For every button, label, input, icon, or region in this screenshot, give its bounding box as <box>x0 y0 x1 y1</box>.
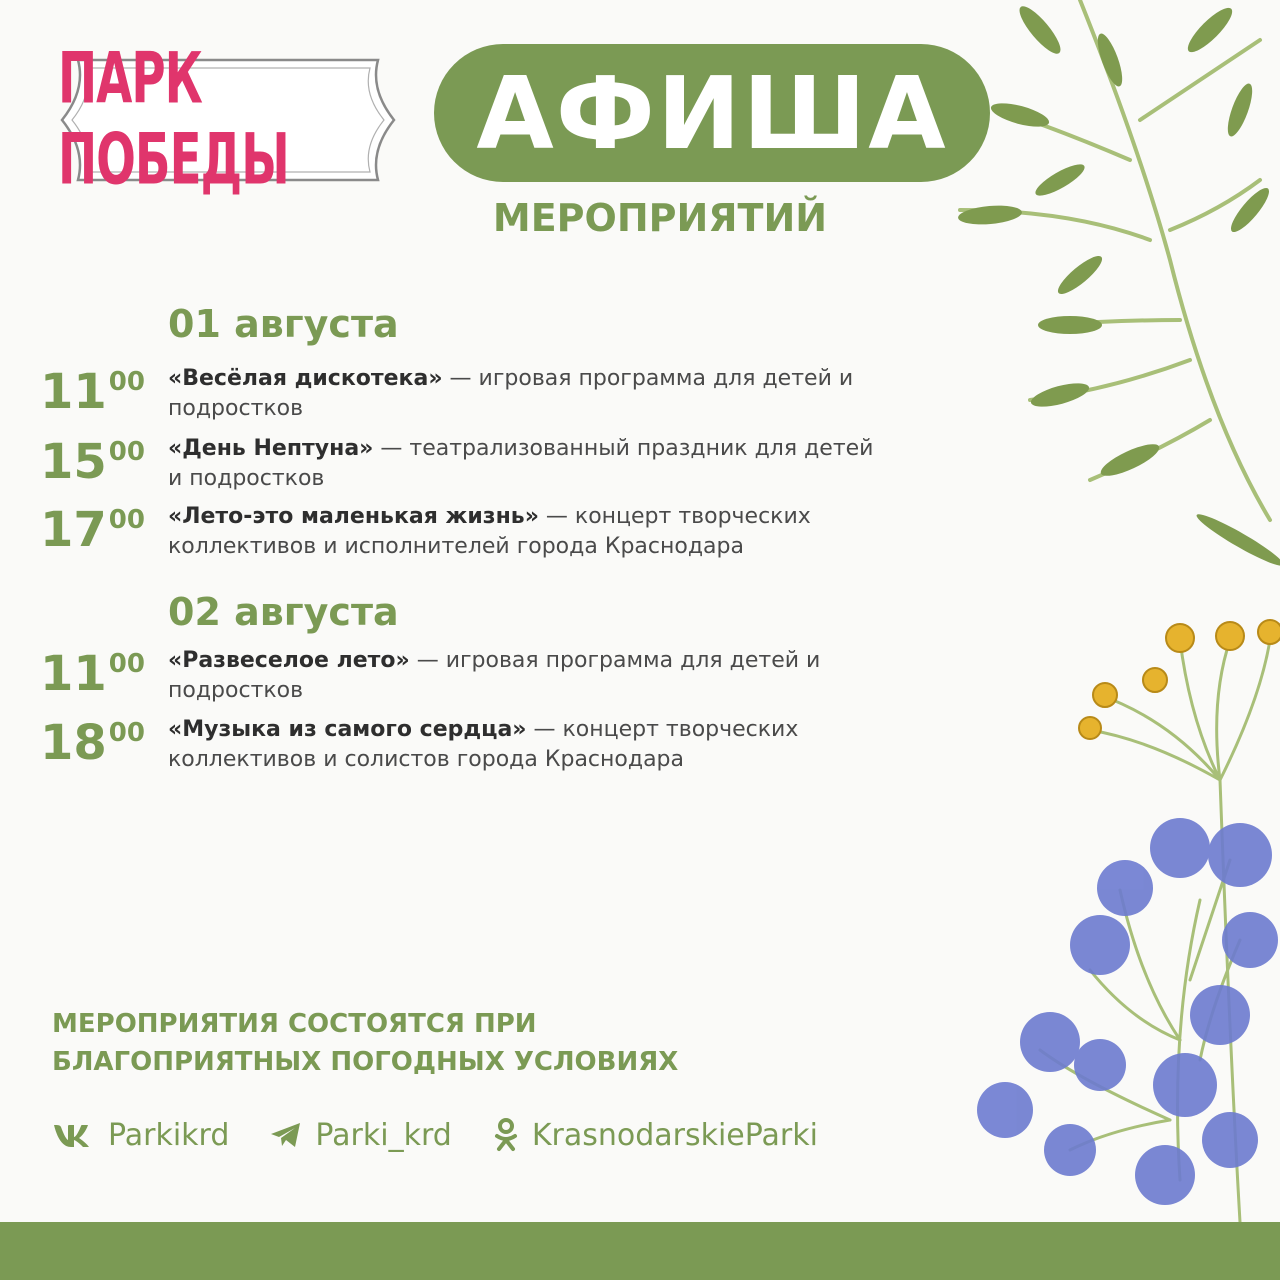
social-link-odnoklassniki[interactable] <box>492 1117 818 1153</box>
event-minute: 00 <box>108 437 145 467</box>
social-handle: Parki_krd <box>315 1117 452 1153</box>
event-text: — концерт творческих коллективов и исполнителей города Краснодара <box>168 504 811 559</box>
event-text: — игровая программа для детей и подростков <box>168 366 854 421</box>
event-time <box>40 715 164 771</box>
event-text: — концерт творческих коллективов и солистов города Краснодара <box>168 717 799 772</box>
event-hour: 17 <box>40 502 107 558</box>
notice-line: МЕРОПРИЯТИЯ СОСТОЯТСЯ ПРИ <box>52 1009 537 1039</box>
park-pobedy-logo <box>58 39 398 201</box>
event-title: «Музыка из самого сердца» <box>168 717 527 742</box>
event-time <box>40 502 164 558</box>
bottom-bar <box>0 1222 1280 1280</box>
notice-line: БЛАГОПРИЯТНЫХ ПОГОДНЫХ УСЛОВИЯХ <box>52 1047 679 1077</box>
event-hour: 11 <box>40 364 107 420</box>
day-date: 02 августа <box>168 590 399 634</box>
social-links <box>52 1110 858 1160</box>
event-minute: 00 <box>108 649 145 679</box>
event-title: «Весёлая дискотека» <box>168 366 443 391</box>
social-handle: KrasnodarskieParki <box>531 1117 818 1153</box>
event-title: «Лето-это маленькая жизнь» <box>168 504 539 529</box>
event-time <box>40 434 164 490</box>
event-text: — театрализованный праздник для детей и подростков <box>168 436 874 491</box>
event-description <box>168 434 888 494</box>
page-subtitle: МЕРОПРИЯТИЙ <box>492 196 828 240</box>
social-link-telegram[interactable] <box>269 1118 451 1153</box>
page-title: АФИША <box>434 44 990 182</box>
event-item <box>40 715 920 785</box>
logo-text: ПАРК ПОБЕДЫ <box>58 39 289 201</box>
event-time <box>40 646 164 702</box>
event-title: «День Нептуна» <box>168 436 374 461</box>
event-hour: 11 <box>40 646 107 702</box>
day-date: 01 августа <box>168 302 399 346</box>
social-handle: Parkikrd <box>108 1117 230 1153</box>
event-hour: 15 <box>40 434 107 490</box>
event-item <box>40 434 920 504</box>
event-description <box>168 364 888 424</box>
event-minute: 00 <box>108 718 145 748</box>
event-description <box>168 715 888 775</box>
weather-notice <box>52 1005 752 1081</box>
event-description <box>168 502 888 562</box>
event-item <box>40 646 920 716</box>
event-minute: 00 <box>108 505 145 535</box>
odnoklassniki-icon <box>492 1117 520 1153</box>
event-description <box>168 646 888 706</box>
telegram-icon <box>269 1120 303 1150</box>
vk-icon <box>52 1119 96 1151</box>
event-item <box>40 502 920 572</box>
botanical-illustration <box>940 0 1280 1222</box>
event-time <box>40 364 164 420</box>
event-title: «Развеселое лето» <box>168 648 410 673</box>
event-minute: 00 <box>108 367 145 397</box>
event-hour: 18 <box>40 715 107 771</box>
event-text: — игровая программа для детей и подростков <box>168 648 821 703</box>
social-link-vk[interactable] <box>52 1118 229 1153</box>
event-item <box>40 364 920 434</box>
